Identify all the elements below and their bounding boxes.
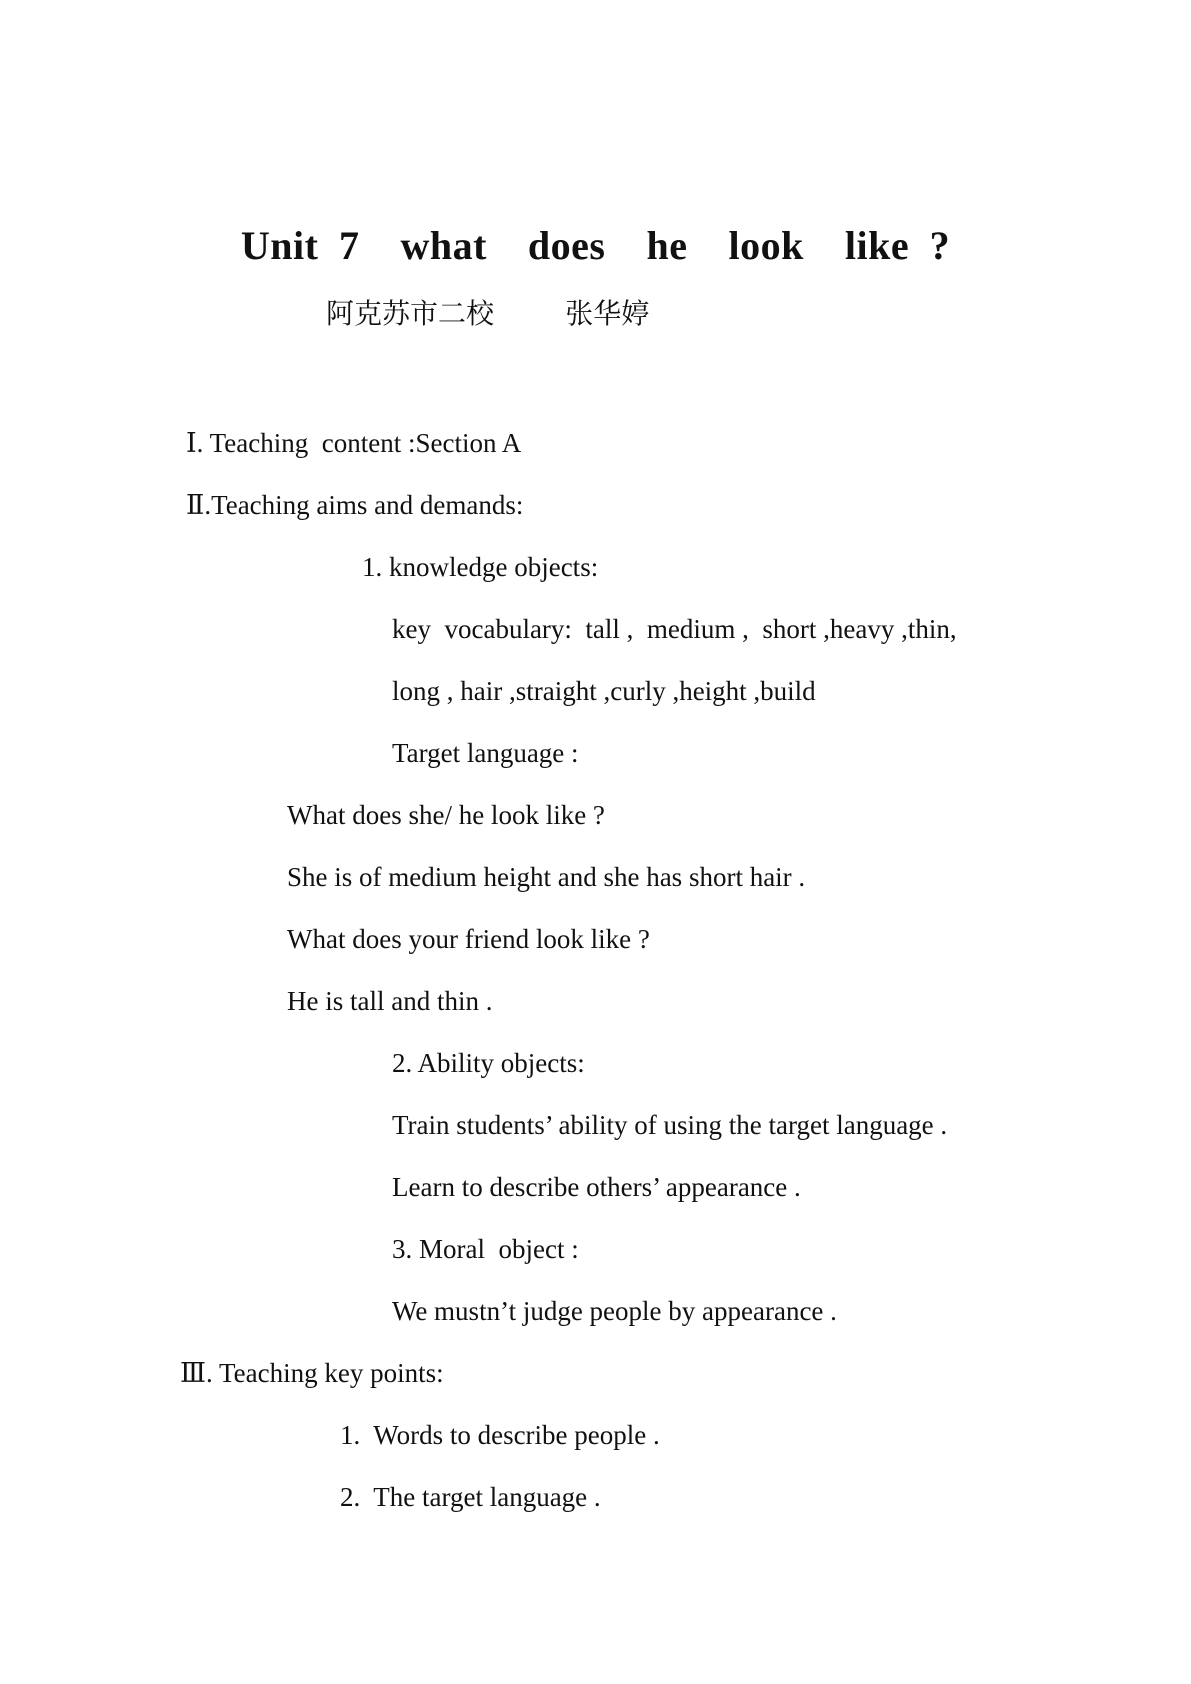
- section-1-heading: Ⅰ. Teaching content :Section A: [186, 428, 522, 458]
- author-line: 阿克苏市二校 张华婷: [326, 297, 650, 330]
- key-point-1: 1. Words to describe people .: [340, 1420, 660, 1450]
- example-sentence-3: What does your friend look like ?: [287, 924, 650, 954]
- target-language-heading: Target language :: [392, 738, 579, 768]
- section-3-heading: Ⅲ. Teaching key points:: [180, 1358, 444, 1388]
- knowledge-objects-heading: 1. knowledge objects:: [362, 552, 599, 582]
- moral-object-heading: 3. Moral object :: [392, 1234, 579, 1264]
- ability-item-1: Train students’ ability of using the target language .: [392, 1110, 948, 1140]
- ability-item-2: Learn to describe others’ appearance .: [392, 1172, 801, 1202]
- section-2-heading: Ⅱ.Teaching aims and demands:: [186, 490, 524, 520]
- example-sentence-1: What does she/ he look like ?: [287, 800, 605, 830]
- ability-objects-heading: 2. Ability objects:: [392, 1048, 585, 1078]
- key-vocabulary-line-2: long , hair ,straight ,curly ,height ,build: [392, 676, 816, 706]
- example-sentence-4: He is tall and thin .: [287, 986, 493, 1016]
- key-point-2: 2. The target language .: [340, 1482, 601, 1512]
- document-title: Unit 7 what does he look like ?: [240, 223, 951, 268]
- example-sentence-2: She is of medium height and she has short hair .: [287, 862, 806, 892]
- key-vocabulary-line-1: key vocabulary: tall , medium , short ,heavy ,thin,: [392, 614, 957, 644]
- moral-object-item: We mustn’t judge people by appearance .: [392, 1296, 837, 1326]
